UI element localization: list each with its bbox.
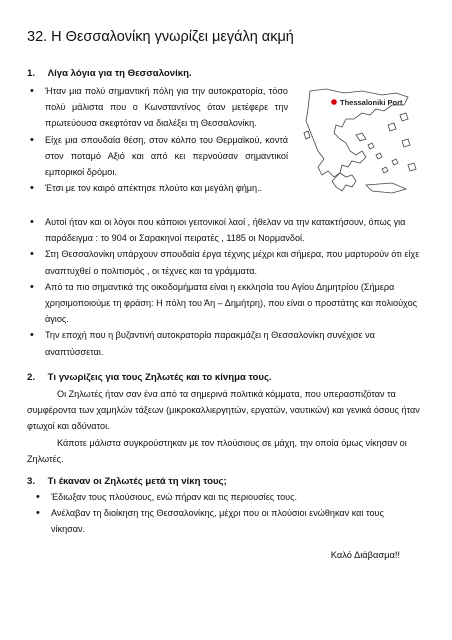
list-item: • Ήταν μια πολύ σημαντική πόλη για την αυτοκρατορία, τόσο πολύ μάλιστα που ο Κωνσταντίνος όταν μετέφερε την πρωτεύουσα σκεφτόταν να διαλέξει τη Θεσσαλονίκη. [30, 83, 288, 132]
section-3-number: 3. [27, 476, 36, 487]
map-label: Thessaloniki Port [340, 98, 403, 107]
list-item: • Στη Θεσσαλονίκη υπάρχουν σπουδαία έργα τέχνης μέχρι και σήμερα, που μαρτυρούν ότι είχε αναπτυχθεί ο πολιτισμός , οι τέχνες και τα γράμματα. [30, 246, 430, 278]
list-item: • Έδιωξαν τους πλούσιους, ενώ πήραν και τις περιουσίες τους. [36, 489, 408, 505]
section-3-heading [27, 476, 227, 487]
list-item: • Αυτοί ήταν και οι λόγοι που κάποιοι γειτονικοί λαοί , ήθελαν να την κατακτήσουν, όπως για παράδειγμα : το 904 οι Σαρακηνοί πειρατές , 1185 οι Νορμανδοί. [30, 214, 430, 246]
section-2-paragraph-2: Κάποτε μάλιστα συγκρούστηκαν με τον πλούσιους σε μάχη, την οποία όμως νίκησαν οι Ζηλωτές. [27, 438, 407, 465]
section-1-title: Λίγα λόγια για τη Θεσσαλονίκη. [47, 68, 192, 79]
section-2-title: Τι γνωρίζεις για τους Ζηλωτές και το κίνημα τους. [47, 372, 272, 383]
list-item: • Από τα πιο σημαντικά της οικοδομήματα είναι η εκκλησία του Αγίου Δημητρίου (Σήμερα χρησιμοποιούμε τη φράση: Η πόλη του Άη – Δημήτρη), που είναι ο προστάτης και πολιούχος άγιος. [30, 279, 430, 328]
section-1-number: 1. [27, 68, 36, 79]
greece-map [296, 85, 430, 205]
thessaloniki-marker [331, 99, 337, 105]
section-2-paragraph-1: Οι Ζηλωτές ήταν σαν ένα από τα σημερινά πολιτικά κόμματα, που υπερασπιζόταν τα συμφέροντα των χαμηλών τάξεων (μικροκαλλιεργητών, εργατών, ναυτικών) και γενικά όσους ήταν φτωχοί και αδύνατοι. [27, 389, 420, 432]
list-item: • Ανέλαβαν τη διοίκηση της Θεσσαλονίκης, μέχρι που οι πλούσιοι ενώθηκαν και τους νίκησαν. [36, 505, 408, 537]
section-1-list-narrow [30, 83, 288, 196]
section-1-list-wide [30, 214, 430, 360]
closing-note: Καλό Διάβασμα!! [330, 550, 400, 560]
section-2-number: 2. [27, 372, 36, 383]
list-item: • Είχε μια σπουδαία θέση, στον κόλπο του Θερμαϊκού, κοντά στον ποταμό Αξιό και από κει περνούσαν σημαντικοί εμπορικοί δρόμοι. [30, 132, 288, 181]
section-3-list [36, 489, 408, 538]
list-item: • Την εποχή που η βυζαντινή αυτοκρατορία παρακμάζει η Θεσσαλονίκη συνέχισε να αναπτύσσεται. [30, 327, 430, 359]
list-item: • Έτσι με τον καιρό απέκτησε πλούτο και μεγάλη φήμη.. [30, 180, 288, 196]
section-1-heading [27, 68, 192, 79]
page-title: 32. Η Θεσσαλονίκη γνωρίζει μεγάλη ακμή [27, 29, 294, 45]
section-3-title: Τι έκαναν οι Ζηλωτές μετά τη νίκη τους; [47, 476, 227, 487]
section-2-heading [27, 372, 272, 383]
greece-map-image [296, 85, 430, 205]
